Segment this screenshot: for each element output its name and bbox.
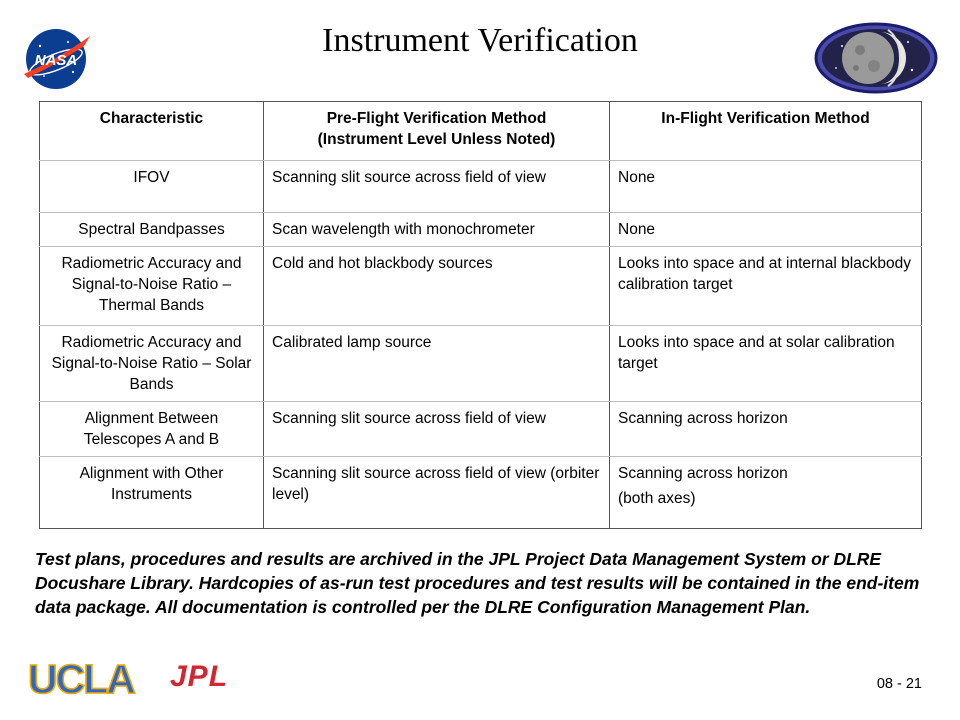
verification-table (39, 101, 922, 529)
table-header-row (40, 102, 922, 161)
moon-mission-logo-icon (812, 20, 940, 96)
jpl-logo-text: JPL (170, 660, 229, 690)
jpl-logo-icon (168, 660, 266, 690)
table-cell: Radiometric Accuracy and Signal-to-Noise Ratio – Solar Bands (40, 326, 264, 402)
table-cell: Scanning slit source across field of view (264, 161, 610, 213)
header-characteristic: Characteristic (40, 102, 264, 161)
table-cell: None (610, 161, 922, 213)
table-cell: IFOV (40, 161, 264, 213)
nasa-logo-text: NASA (34, 52, 78, 69)
documentation-note: Test plans, procedures and results are archived in the JPL Project Data Management System or DLRE Docushare Library. Hardcopies of as-run test procedures and test results will be contained in the end-item data package. All documentation is controlled per the DLRE Configuration Management Plan. (35, 549, 920, 617)
table-cell: Scanning across horizon (610, 402, 922, 457)
ucla-logo-text: UCLA (28, 656, 134, 698)
table-cell: Looks into space and at solar calibration target (610, 326, 922, 402)
table-row (40, 213, 922, 247)
table-row (40, 326, 922, 402)
header-in-flight: In-Flight Verification Method (610, 102, 922, 161)
page-number: 08 - 21 (876, 676, 922, 692)
table-row (40, 247, 922, 326)
table-cell: Calibrated lamp source (264, 326, 610, 402)
table-row (40, 161, 922, 213)
table-cell: Scanning across horizon (both axes) (610, 457, 922, 529)
table-cell: Radiometric Accuracy and Signal-to-Noise Ratio – Thermal Bands (40, 247, 264, 326)
table-cell: Alignment with Other Instruments (40, 457, 264, 529)
table-cell: Cold and hot blackbody sources (264, 247, 610, 326)
table-cell: Alignment Between Telescopes A and B (40, 402, 264, 457)
header-pre-flight: Pre-Flight Verification Method (Instrument Level Unless Noted) (264, 102, 610, 161)
table-cell: Spectral Bandpasses (40, 213, 264, 247)
table-cell: Scan wavelength with monochrometer (264, 213, 610, 247)
table-row (40, 457, 922, 529)
table-cell: Scanning slit source across field of view (orbiter level) (264, 457, 610, 529)
ucla-logo-icon (26, 656, 138, 698)
table-cell: Looks into space and at internal blackbody calibration target (610, 247, 922, 326)
slide-title: Instrument Verification (322, 22, 638, 59)
table-cell: Scanning slit source across field of view (264, 402, 610, 457)
table-row (40, 402, 922, 457)
table-cell: None (610, 213, 922, 247)
